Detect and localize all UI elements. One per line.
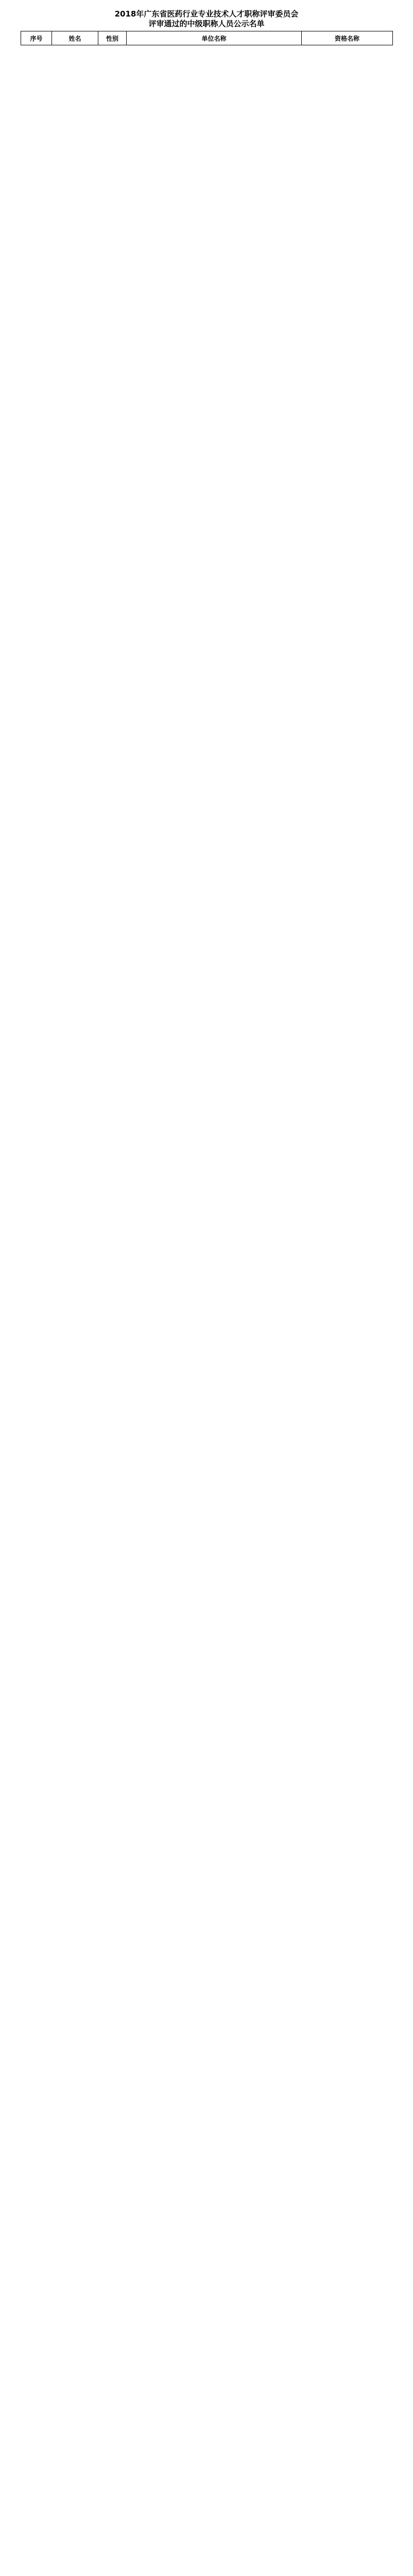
title-line-1: 2018年广东省医药行业专业技术人才职称评审委员会	[114, 9, 299, 19]
header-index: 序号	[21, 31, 52, 45]
roster-table	[21, 31, 393, 45]
header-name: 姓名	[52, 31, 98, 45]
document-title	[21, 9, 392, 29]
header-qualification: 资格名称	[302, 31, 393, 45]
table-header-row	[21, 31, 393, 45]
title-line-2: 评审通过的中级职称人员公示名单	[148, 19, 265, 28]
header-unit: 单位名称	[127, 31, 302, 45]
header-gender: 性别	[98, 31, 127, 45]
